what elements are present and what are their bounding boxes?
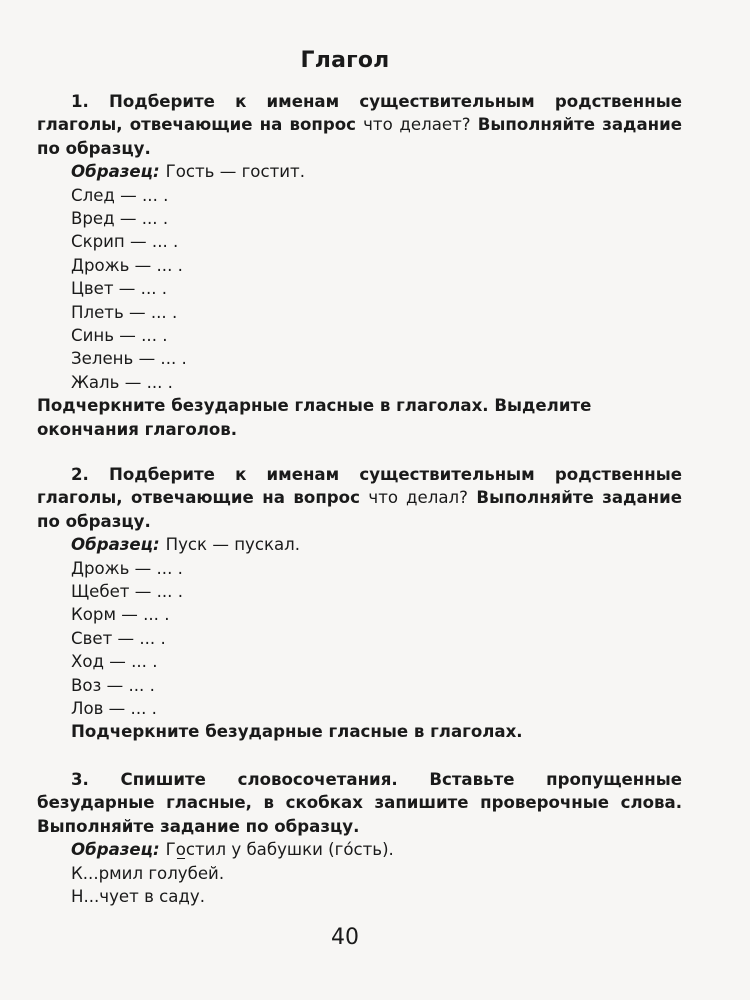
exercise-line: Лов — ... . [71, 698, 157, 718]
underlined-vowel: о [175, 840, 186, 860]
task-2-header-tail: Выполняйте задание по образцу. [37, 488, 682, 531]
example-text-start: Г [165, 840, 176, 860]
exercise-line: Жаль — ... . [71, 372, 173, 392]
exercise-line: Н...чует в саду. [71, 887, 205, 907]
example-text-end: стил у бабушки (го́сть). [185, 840, 394, 860]
exercise-line: Свет — ... . [71, 628, 166, 648]
exercise-line: Дрожь — ... . [71, 255, 183, 275]
task-1-header [37, 90, 682, 160]
exercise-line: Корм — ... . [71, 605, 170, 625]
task-1-example [37, 160, 682, 183]
exercise-line: Щебет — ... . [71, 582, 183, 602]
task-3-example [37, 838, 682, 861]
exercise-line: Зелень — ... . [71, 349, 187, 369]
example-text: Гость — гостит. [165, 162, 305, 182]
task-1-header-text: 1. Подберите к именам существительным родственные глаголы, отвечающие на вопрос [37, 92, 682, 135]
exercise-line: К...рмил голубей. [71, 863, 225, 883]
exercise-line: След — ... . [71, 185, 169, 205]
task-2-header [37, 463, 682, 533]
exercise-line: Вред — ... . [71, 209, 169, 229]
exercise-line: Синь — ... . [71, 325, 168, 345]
task-2-question: что делал? [368, 488, 468, 508]
page-title: Глагол [300, 48, 390, 73]
exercise-line: Цвет — ... . [71, 279, 168, 299]
example-label: Образец: [71, 535, 160, 555]
task-2-header-text: 2. Подберите к именам существительным родственные глаголы, отвечающие на вопрос [37, 465, 682, 508]
exercise-line: Дрожь — ... . [71, 558, 183, 578]
task-2 [37, 463, 682, 744]
exercise-line: Плеть — ... . [71, 302, 178, 322]
task-1-question: что делает? [363, 115, 471, 135]
example-label: Образец: [71, 162, 160, 182]
task-1-header-tail: Выполняйте задание по образцу. [37, 115, 682, 158]
exercise-line: Скрип — ... . [71, 232, 179, 252]
task-3 [37, 768, 682, 908]
example-label: Образец: [71, 840, 160, 860]
task-2-example [37, 533, 682, 556]
task-2-footer: Подчеркните безударные гласные в глаголах. [71, 722, 523, 742]
page-number: 40 [331, 925, 359, 950]
task-3-header: 3. Спишите словосочетания. Вставьте пропущенные безударные гласные, в скобках запишите проверочные слова. Выполняйте задание по образцу. [37, 770, 682, 836]
task-1-footer: Подчеркните безударные гласные в глаголах. Выделите окончания глаголов. [37, 396, 592, 439]
task-1 [37, 90, 682, 441]
example-text: Пуск — пускал. [165, 535, 301, 555]
exercise-line: Воз — ... . [71, 675, 155, 695]
exercise-line: Ход — ... . [71, 652, 158, 672]
